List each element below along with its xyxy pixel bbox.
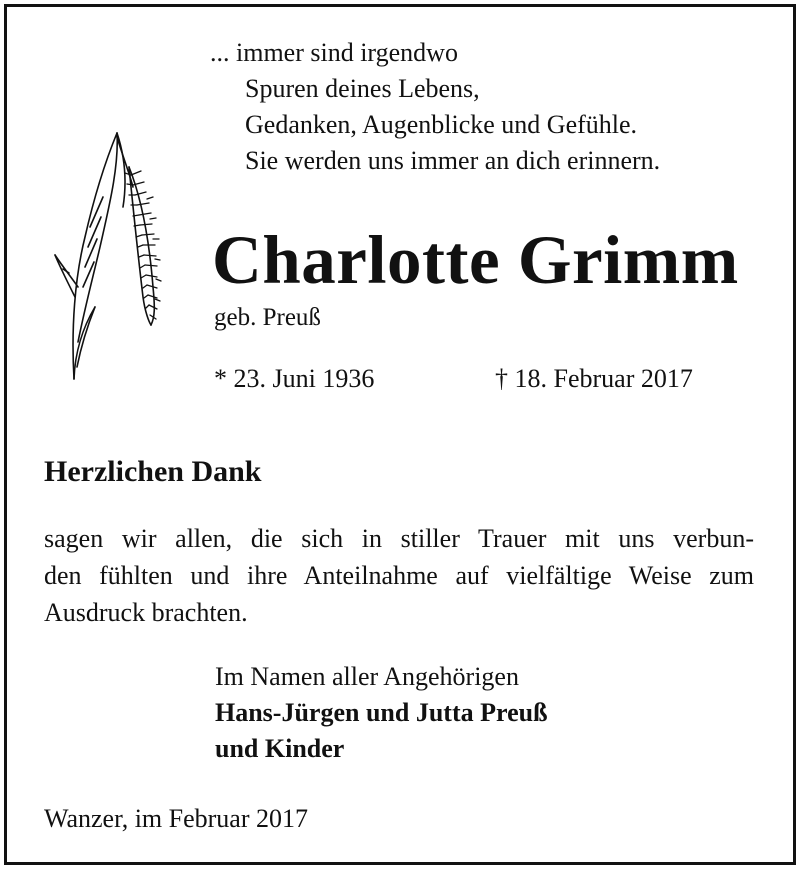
signoff	[215, 659, 548, 767]
thanks-line-3: Ausdruck brachten.	[44, 598, 248, 627]
wheat-ear-illustration	[45, 127, 175, 389]
thanks-body	[44, 520, 754, 631]
poem-line-2: Spuren deines Lebens,	[245, 74, 480, 103]
death-date: † 18. Februar 2017	[495, 364, 693, 393]
place-date: Wanzer, im Februar 2017	[44, 804, 308, 833]
poem	[210, 35, 660, 179]
signoff-names: Hans-Jürgen und Jutta Preuß	[215, 698, 548, 727]
signoff-intro: Im Namen aller Angehörigen	[215, 662, 519, 691]
obituary-frame	[4, 4, 796, 865]
thanks-line-2: den fühlten und ihre Anteilnahme auf vielfältige Weise zum	[44, 561, 754, 590]
signoff-children: und Kinder	[215, 734, 345, 763]
thanks-line-1: sagen wir allen, die sich in stiller Trauer mit uns verbun-	[44, 524, 754, 553]
poem-line-3: Gedanken, Augenblicke und Gefühle.	[245, 110, 638, 139]
maiden-name: geb. Preuß	[214, 304, 321, 331]
poem-line-4: Sie werden uns immer an dich erinnern.	[245, 146, 661, 175]
birth-date: * 23. Juni 1936	[214, 364, 375, 393]
deceased-name: Charlotte Grimm	[212, 222, 739, 298]
poem-line-1: ... immer sind irgendwo	[210, 38, 458, 67]
thanks-heading: Herzlichen Dank	[44, 455, 262, 488]
